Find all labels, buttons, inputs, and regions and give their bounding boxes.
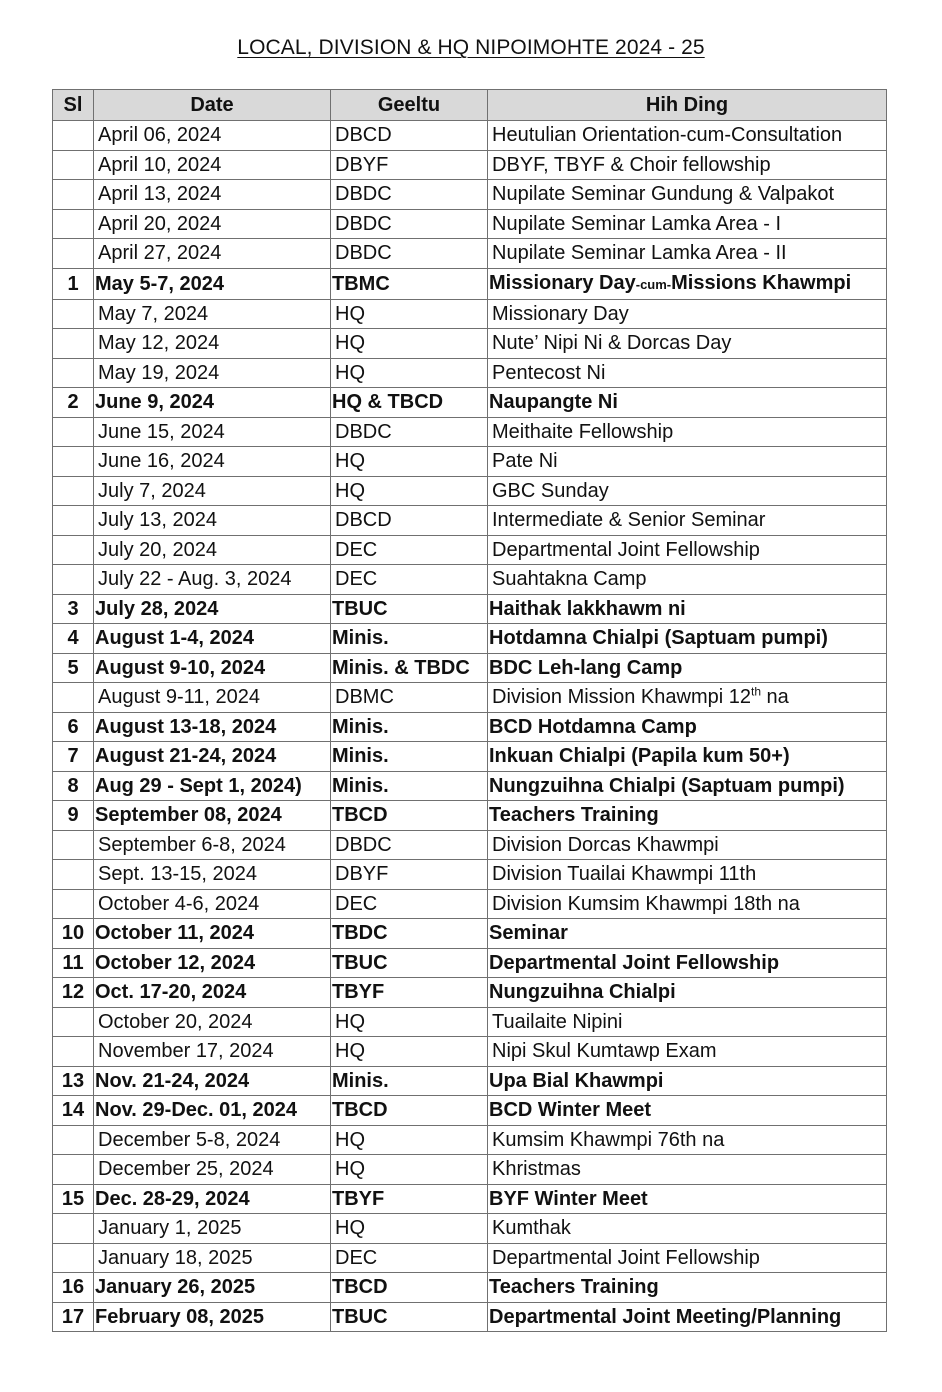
cell-geeltu: TBYF bbox=[331, 978, 488, 1008]
cell-sl bbox=[53, 1037, 94, 1067]
cell-geeltu: DBDC bbox=[331, 180, 488, 210]
table-row bbox=[53, 1037, 887, 1067]
cell-hih-ding: Nupilate Seminar Lamka Area - I bbox=[488, 209, 887, 239]
cell-date: May 19, 2024 bbox=[94, 358, 331, 388]
table-row bbox=[53, 594, 887, 624]
cell-date: Nov. 21-24, 2024 bbox=[94, 1066, 331, 1096]
table-row bbox=[53, 1273, 887, 1303]
cell-sl: 12 bbox=[53, 978, 94, 1008]
table-row bbox=[53, 358, 887, 388]
cell-geeltu: DBCD bbox=[331, 121, 488, 151]
cell-sl: 11 bbox=[53, 948, 94, 978]
cell-sl: 4 bbox=[53, 624, 94, 654]
cell-geeltu: DBDC bbox=[331, 239, 488, 269]
cell-date: Oct. 17-20, 2024 bbox=[94, 978, 331, 1008]
cell-geeltu: DEC bbox=[331, 535, 488, 565]
cell-date: July 13, 2024 bbox=[94, 506, 331, 536]
table-row bbox=[53, 329, 887, 359]
table-row bbox=[53, 919, 887, 949]
cell-sl bbox=[53, 889, 94, 919]
cell-sl bbox=[53, 1007, 94, 1037]
cell-date: January 26, 2025 bbox=[94, 1273, 331, 1303]
table-row bbox=[53, 1184, 887, 1214]
table-row bbox=[53, 299, 887, 329]
hih-ding-part: Missions Khawmpi bbox=[671, 271, 852, 294]
cell-hih-ding: Heutulian Orientation-cum-Consultation bbox=[488, 121, 887, 151]
cell-sl: 6 bbox=[53, 712, 94, 742]
cell-hih-ding: Hotdamna Chialpi (Saptuam pumpi) bbox=[488, 624, 887, 654]
cell-hih-ding: GBC Sunday bbox=[488, 476, 887, 506]
cell-sl bbox=[53, 1155, 94, 1185]
cell-date: October 12, 2024 bbox=[94, 948, 331, 978]
table-row bbox=[53, 683, 887, 713]
hih-ding-connector: -cum- bbox=[635, 276, 672, 292]
table-row bbox=[53, 180, 887, 210]
table-row bbox=[53, 801, 887, 831]
table-row bbox=[53, 624, 887, 654]
table-row bbox=[53, 1125, 887, 1155]
cell-hih-ding: Nupilate Seminar Lamka Area - II bbox=[488, 239, 887, 269]
cell-date: August 9-10, 2024 bbox=[94, 653, 331, 683]
table-row bbox=[53, 860, 887, 890]
cell-hih-ding: Departmental Joint Meeting/Planning bbox=[488, 1302, 887, 1332]
cell-hih-ding: Departmental Joint Fellowship bbox=[488, 535, 887, 565]
cell-geeltu: HQ bbox=[331, 358, 488, 388]
cell-hih-ding: Kumsim Khawmpi 76th na bbox=[488, 1125, 887, 1155]
table-header-row bbox=[53, 90, 887, 121]
table-row bbox=[53, 447, 887, 477]
hih-ding-superscript: th bbox=[750, 684, 761, 699]
table-row bbox=[53, 1007, 887, 1037]
table-row bbox=[53, 150, 887, 180]
cell-hih-ding: BCD Hotdamna Camp bbox=[488, 712, 887, 742]
cell-date: Aug 29 - Sept 1, 2024) bbox=[94, 771, 331, 801]
cell-geeltu: HQ bbox=[331, 1007, 488, 1037]
table-row bbox=[53, 978, 887, 1008]
cell-sl bbox=[53, 1214, 94, 1244]
cell-geeltu: DBYF bbox=[331, 150, 488, 180]
cell-date: June 15, 2024 bbox=[94, 417, 331, 447]
table-row bbox=[53, 771, 887, 801]
cell-sl bbox=[53, 150, 94, 180]
cell-geeltu: TBUC bbox=[331, 1302, 488, 1332]
cell-date: December 5-8, 2024 bbox=[94, 1125, 331, 1155]
cell-sl bbox=[53, 860, 94, 890]
cell-geeltu: DEC bbox=[331, 1243, 488, 1273]
cell-hih-ding: BDC Leh-lang Camp bbox=[488, 653, 887, 683]
cell-sl: 16 bbox=[53, 1273, 94, 1303]
cell-date: May 5-7, 2024 bbox=[94, 268, 331, 299]
cell-date: May 12, 2024 bbox=[94, 329, 331, 359]
cell-date: August 21-24, 2024 bbox=[94, 742, 331, 772]
cell-sl bbox=[53, 239, 94, 269]
cell-geeltu: HQ bbox=[331, 476, 488, 506]
table-row bbox=[53, 742, 887, 772]
cell-geeltu: Minis. bbox=[331, 712, 488, 742]
table-row bbox=[53, 476, 887, 506]
table-row bbox=[53, 712, 887, 742]
cell-hih-ding: Division Kumsim Khawmpi 18th na bbox=[488, 889, 887, 919]
cell-hih-ding: Suahtakna Camp bbox=[488, 565, 887, 595]
table-row bbox=[53, 565, 887, 595]
cell-hih-ding: Tuailaite Nipini bbox=[488, 1007, 887, 1037]
cell-date: July 20, 2024 bbox=[94, 535, 331, 565]
cell-hih-ding: Kumthak bbox=[488, 1214, 887, 1244]
cell-sl bbox=[53, 180, 94, 210]
cell-hih-ding: Division Tuailai Khawmpi 11th bbox=[488, 860, 887, 890]
cell-geeltu: HQ bbox=[331, 299, 488, 329]
table-row bbox=[53, 1243, 887, 1273]
cell-hih-ding: Nungzuihna Chialpi bbox=[488, 978, 887, 1008]
cell-date: February 08, 2025 bbox=[94, 1302, 331, 1332]
cell-geeltu: HQ bbox=[331, 329, 488, 359]
table-body bbox=[53, 121, 887, 1332]
document-title bbox=[0, 36, 942, 60]
cell-date: October 20, 2024 bbox=[94, 1007, 331, 1037]
cell-geeltu: Minis. bbox=[331, 1066, 488, 1096]
table-row bbox=[53, 239, 887, 269]
cell-date: July 7, 2024 bbox=[94, 476, 331, 506]
cell-sl: 8 bbox=[53, 771, 94, 801]
cell-hih-ding: Nupilate Seminar Gundung & Valpakot bbox=[488, 180, 887, 210]
cell-geeltu: Minis. bbox=[331, 624, 488, 654]
table-row bbox=[53, 1214, 887, 1244]
cell-sl: 17 bbox=[53, 1302, 94, 1332]
table-row bbox=[53, 121, 887, 151]
cell-hih-ding: Inkuan Chialpi (Papila kum 50+) bbox=[488, 742, 887, 772]
cell-date: November 17, 2024 bbox=[94, 1037, 331, 1067]
cell-geeltu: TBCD bbox=[331, 801, 488, 831]
header-hih-ding: Hih Ding bbox=[488, 90, 887, 121]
hih-ding-part: na bbox=[761, 686, 789, 709]
cell-hih-ding: Intermediate & Senior Seminar bbox=[488, 506, 887, 536]
cell-date: April 06, 2024 bbox=[94, 121, 331, 151]
cell-geeltu: DBDC bbox=[331, 417, 488, 447]
cell-sl bbox=[53, 565, 94, 595]
cell-date: Dec. 28-29, 2024 bbox=[94, 1184, 331, 1214]
cell-date: August 13-18, 2024 bbox=[94, 712, 331, 742]
cell-geeltu: TBCD bbox=[331, 1096, 488, 1126]
document-title-text: LOCAL, DIVISION & HQ NIPOIMOHTE 2024 - 25 bbox=[237, 36, 705, 59]
cell-hih-ding: Departmental Joint Fellowship bbox=[488, 948, 887, 978]
cell-hih-ding: Meithaite Fellowship bbox=[488, 417, 887, 447]
cell-geeltu: DBYF bbox=[331, 860, 488, 890]
cell-geeltu: HQ & TBCD bbox=[331, 388, 488, 418]
cell-geeltu: HQ bbox=[331, 447, 488, 477]
cell-geeltu: DBDC bbox=[331, 209, 488, 239]
cell-date: Sept. 13-15, 2024 bbox=[94, 860, 331, 890]
cell-date: July 22 - Aug. 3, 2024 bbox=[94, 565, 331, 595]
cell-geeltu: TBCD bbox=[331, 1273, 488, 1303]
table-row bbox=[53, 948, 887, 978]
cell-hih-ding bbox=[488, 683, 887, 713]
cell-geeltu: Minis. bbox=[331, 771, 488, 801]
table-row bbox=[53, 1155, 887, 1185]
cell-date: Nov. 29-Dec. 01, 2024 bbox=[94, 1096, 331, 1126]
cell-geeltu: DBCD bbox=[331, 506, 488, 536]
cell-date: May 7, 2024 bbox=[94, 299, 331, 329]
table-row bbox=[53, 388, 887, 418]
cell-geeltu: Minis. & TBDC bbox=[331, 653, 488, 683]
table-row bbox=[53, 1302, 887, 1332]
cell-geeltu: TBUC bbox=[331, 594, 488, 624]
cell-date: October 11, 2024 bbox=[94, 919, 331, 949]
cell-sl bbox=[53, 299, 94, 329]
cell-date: January 1, 2025 bbox=[94, 1214, 331, 1244]
cell-hih-ding: BCD Winter Meet bbox=[488, 1096, 887, 1126]
cell-sl: 14 bbox=[53, 1096, 94, 1126]
cell-hih-ding: Upa Bial Khawmpi bbox=[488, 1066, 887, 1096]
cell-geeltu: DBDC bbox=[331, 830, 488, 860]
cell-date: August 9-11, 2024 bbox=[94, 683, 331, 713]
cell-date: June 16, 2024 bbox=[94, 447, 331, 477]
cell-hih-ding: Nungzuihna Chialpi (Saptuam pumpi) bbox=[488, 771, 887, 801]
cell-sl: 13 bbox=[53, 1066, 94, 1096]
cell-hih-ding: Seminar bbox=[488, 919, 887, 949]
cell-hih-ding: Haithak lakkhawm ni bbox=[488, 594, 887, 624]
cell-sl: 15 bbox=[53, 1184, 94, 1214]
cell-geeltu: TBUC bbox=[331, 948, 488, 978]
table-row bbox=[53, 653, 887, 683]
hih-ding-part: Division Mission Khawmpi 12 bbox=[492, 686, 751, 709]
cell-geeltu: HQ bbox=[331, 1125, 488, 1155]
cell-geeltu: HQ bbox=[331, 1155, 488, 1185]
cell-sl bbox=[53, 417, 94, 447]
table-row bbox=[53, 209, 887, 239]
cell-sl bbox=[53, 476, 94, 506]
schedule-table bbox=[52, 89, 887, 1332]
table-row bbox=[53, 268, 887, 299]
cell-sl bbox=[53, 535, 94, 565]
cell-date: April 13, 2024 bbox=[94, 180, 331, 210]
cell-sl: 1 bbox=[53, 268, 94, 299]
table-row bbox=[53, 535, 887, 565]
table-row bbox=[53, 830, 887, 860]
cell-geeltu: HQ bbox=[331, 1037, 488, 1067]
cell-hih-ding: Missionary Day bbox=[488, 299, 887, 329]
header-date: Date bbox=[94, 90, 331, 121]
cell-date: April 27, 2024 bbox=[94, 239, 331, 269]
cell-geeltu: TBMC bbox=[331, 268, 488, 299]
cell-geeltu: Minis. bbox=[331, 742, 488, 772]
cell-date: April 10, 2024 bbox=[94, 150, 331, 180]
cell-hih-ding: Nute’ Nipi Ni & Dorcas Day bbox=[488, 329, 887, 359]
cell-hih-ding: Nipi Skul Kumtawp Exam bbox=[488, 1037, 887, 1067]
cell-geeltu: DEC bbox=[331, 889, 488, 919]
header-sl: Sl bbox=[53, 90, 94, 121]
cell-sl bbox=[53, 1243, 94, 1273]
cell-date: August 1-4, 2024 bbox=[94, 624, 331, 654]
table-row bbox=[53, 1096, 887, 1126]
cell-sl: 2 bbox=[53, 388, 94, 418]
table-row bbox=[53, 506, 887, 536]
cell-date: October 4-6, 2024 bbox=[94, 889, 331, 919]
cell-geeltu: TBDC bbox=[331, 919, 488, 949]
cell-hih-ding: Pentecost Ni bbox=[488, 358, 887, 388]
cell-hih-ding: Teachers Training bbox=[488, 1273, 887, 1303]
cell-sl: 7 bbox=[53, 742, 94, 772]
cell-sl bbox=[53, 329, 94, 359]
cell-sl bbox=[53, 506, 94, 536]
cell-geeltu: TBYF bbox=[331, 1184, 488, 1214]
cell-date: April 20, 2024 bbox=[94, 209, 331, 239]
cell-geeltu: HQ bbox=[331, 1214, 488, 1244]
cell-geeltu: DEC bbox=[331, 565, 488, 595]
cell-date: December 25, 2024 bbox=[94, 1155, 331, 1185]
cell-date: September 6-8, 2024 bbox=[94, 830, 331, 860]
table-row bbox=[53, 889, 887, 919]
cell-date: July 28, 2024 bbox=[94, 594, 331, 624]
cell-sl: 10 bbox=[53, 919, 94, 949]
cell-hih-ding: Division Dorcas Khawmpi bbox=[488, 830, 887, 860]
cell-date: June 9, 2024 bbox=[94, 388, 331, 418]
cell-date: January 18, 2025 bbox=[94, 1243, 331, 1273]
cell-sl bbox=[53, 1125, 94, 1155]
cell-hih-ding: Teachers Training bbox=[488, 801, 887, 831]
cell-hih-ding: DBYF, TBYF & Choir fellowship bbox=[488, 150, 887, 180]
cell-hih-ding bbox=[488, 268, 887, 299]
hih-ding-part: Missionary Day bbox=[489, 271, 636, 294]
cell-hih-ding: Departmental Joint Fellowship bbox=[488, 1243, 887, 1273]
cell-sl bbox=[53, 358, 94, 388]
cell-hih-ding: Khristmas bbox=[488, 1155, 887, 1185]
cell-sl bbox=[53, 683, 94, 713]
header-geeltu: Geeltu bbox=[331, 90, 488, 121]
cell-sl bbox=[53, 121, 94, 151]
cell-sl: 9 bbox=[53, 801, 94, 831]
cell-date: September 08, 2024 bbox=[94, 801, 331, 831]
table-row bbox=[53, 1066, 887, 1096]
cell-sl: 5 bbox=[53, 653, 94, 683]
cell-sl bbox=[53, 209, 94, 239]
cell-sl: 3 bbox=[53, 594, 94, 624]
cell-hih-ding: BYF Winter Meet bbox=[488, 1184, 887, 1214]
cell-sl bbox=[53, 830, 94, 860]
cell-hih-ding: Naupangte Ni bbox=[488, 388, 887, 418]
cell-sl bbox=[53, 447, 94, 477]
cell-hih-ding: Pate Ni bbox=[488, 447, 887, 477]
table-row bbox=[53, 417, 887, 447]
cell-geeltu: DBMC bbox=[331, 683, 488, 713]
